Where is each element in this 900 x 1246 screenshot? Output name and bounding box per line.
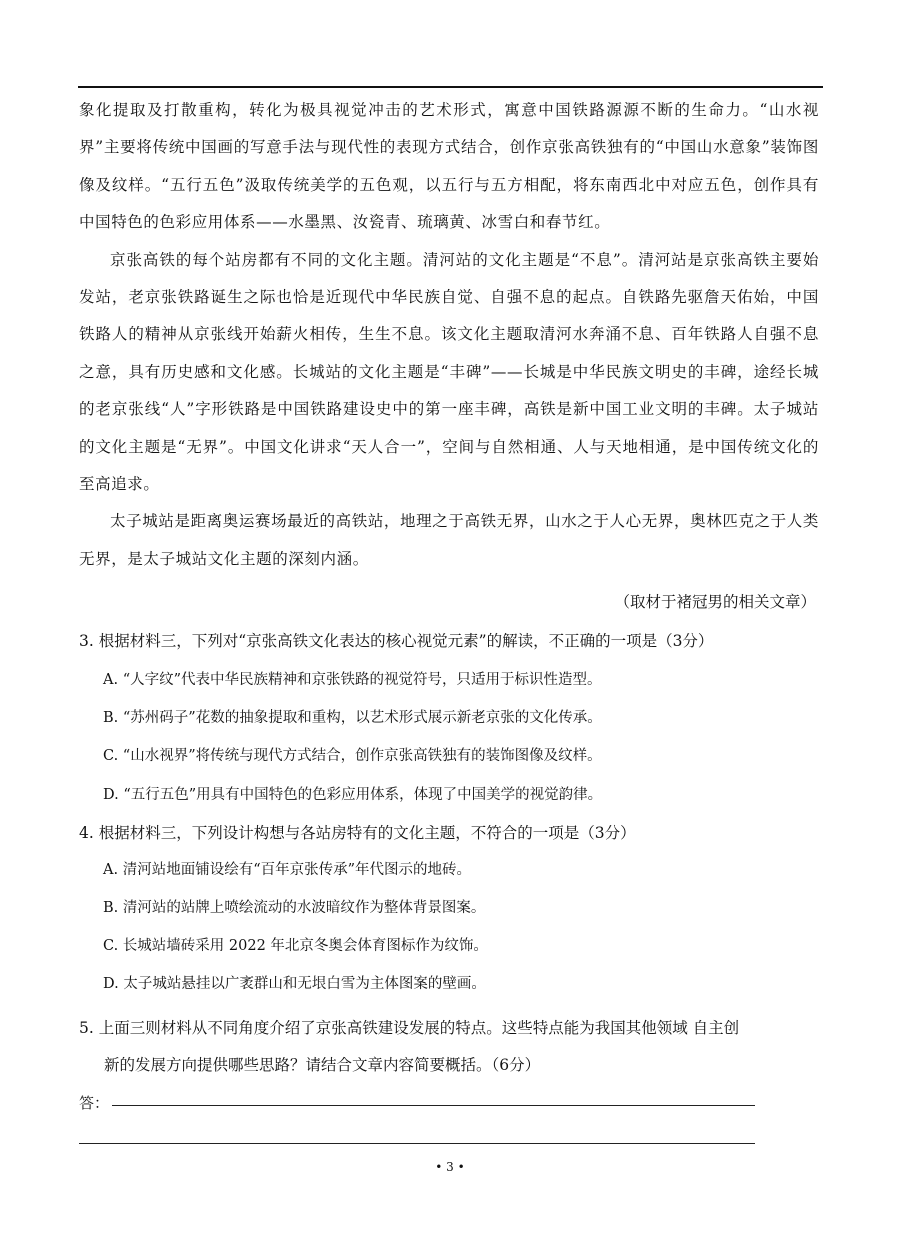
- top-rule: [78, 86, 823, 88]
- passage-paragraph-3: 太子城站是距离奥运赛场最近的高铁站，地理之于高铁无界，山水之于人心无界，奥林匹克之于人类无界，是太子城站文化主题的深刻内涵。: [79, 512, 819, 568]
- question-4-option-a: A. 清河站地面铺设绘有“百年京张传承”年代图示的地砖。: [103, 862, 472, 878]
- passage-paragraph-1: 象化提取及打散重构，转化为极具视觉冲击的艺术形式，寓意中国铁路源源不断的生命力。“山水视界”主要将传统中国画的写意手法与现代性的表现方式结合，创作京张高铁独有的“中国山水意象”装饰图像及纹样。“五行五色”汲取传统美学的五色观，以五行与五方相配，将东南西北中对应五色，创作具有中国特色的色彩应用体系——水墨黑、汝瓷青、琉璃黄、冰雪白和春节红。: [79, 101, 819, 232]
- question-4-option-b: B. 清河站的站牌上喷绘流动的水波暗纹作为整体背景图案。: [103, 900, 486, 916]
- passage: [79, 92, 819, 578]
- question-4-option-d: D. 太子城站悬挂以广袤群山和无垠白雪为主体图案的壁画。: [103, 976, 486, 992]
- answer-line-2[interactable]: [79, 1143, 755, 1144]
- question-3-option-d: D. “五行五色”用具有中国特色的色彩应用体系，体现了中国美学的视觉韵律。: [103, 787, 603, 803]
- question-3-option-a: A. “人字纹”代表中华民族精神和京张铁路的视觉符号，只适用于标识性造型。: [103, 672, 602, 688]
- question-5: [79, 1010, 819, 1084]
- passage-paragraph-2: 京张高铁的每个站房都有不同的文化主题。清河站的文化主题是“不息”。清河站是京张高铁主要始发站，老京张铁路诞生之际也恰是近现代中华民族自觉、自强不息的起点。自铁路先驱詹天佑始，中国铁路人的精神从京张线开始薪火相传，生生不息。该文化主题取清河水奔涌不息、百年铁路人自强不息之意，具有历史感和文化感。长城站的文化主题是“丰碑”——长城是中华民族文明史的丰碑，途经长城的老京张线“人”字形铁路是中国铁路建设史中的第一座丰碑，高铁是新中国工业文明的丰碑。太子城站的文化主题是“无界”。中国文化讲求“天人合一”，空间与自然相通、人与天地相通，是中国传统文化的至高追求。: [79, 250, 819, 494]
- question-3-option-b: B. “苏州码子”花数的抽象提取和重构，以艺术形式展示新老京张的文化传承。: [103, 710, 602, 726]
- question-5-line-2: 新的发展方向提供哪些思路？请结合文章内容简要概括。（6分）: [104, 1056, 541, 1074]
- page-number: • 3 •: [435, 1160, 465, 1174]
- question-5-line-1: 5. 上面三则材料从不同角度介绍了京张高铁建设发展的特点。这些特点能为我国其他领域 自主创: [79, 1019, 740, 1037]
- answer-line-1[interactable]: [112, 1105, 755, 1106]
- question-4-stem: 4. 根据材料三，下列设计构想与各站房特有的文化主题，不符合的一项是（3分）: [79, 824, 636, 842]
- question-4-option-c: C. 长城站墙砖采用 2022 年北京冬奥会体育图标作为纹饰。: [103, 938, 488, 954]
- answer-label: 答：: [79, 1094, 110, 1112]
- question-3-option-c: C. “山水视界”将传统与现代方式结合，创作京张高铁独有的装饰图像及纹样。: [103, 748, 602, 764]
- source-citation: （取材于褚冠男的相关文章）: [614, 593, 816, 611]
- question-3-stem: 3. 根据材料三，下列对“京张高铁文化表达的核心视觉元素”的解读，不正确的一项是（3分）: [79, 632, 714, 650]
